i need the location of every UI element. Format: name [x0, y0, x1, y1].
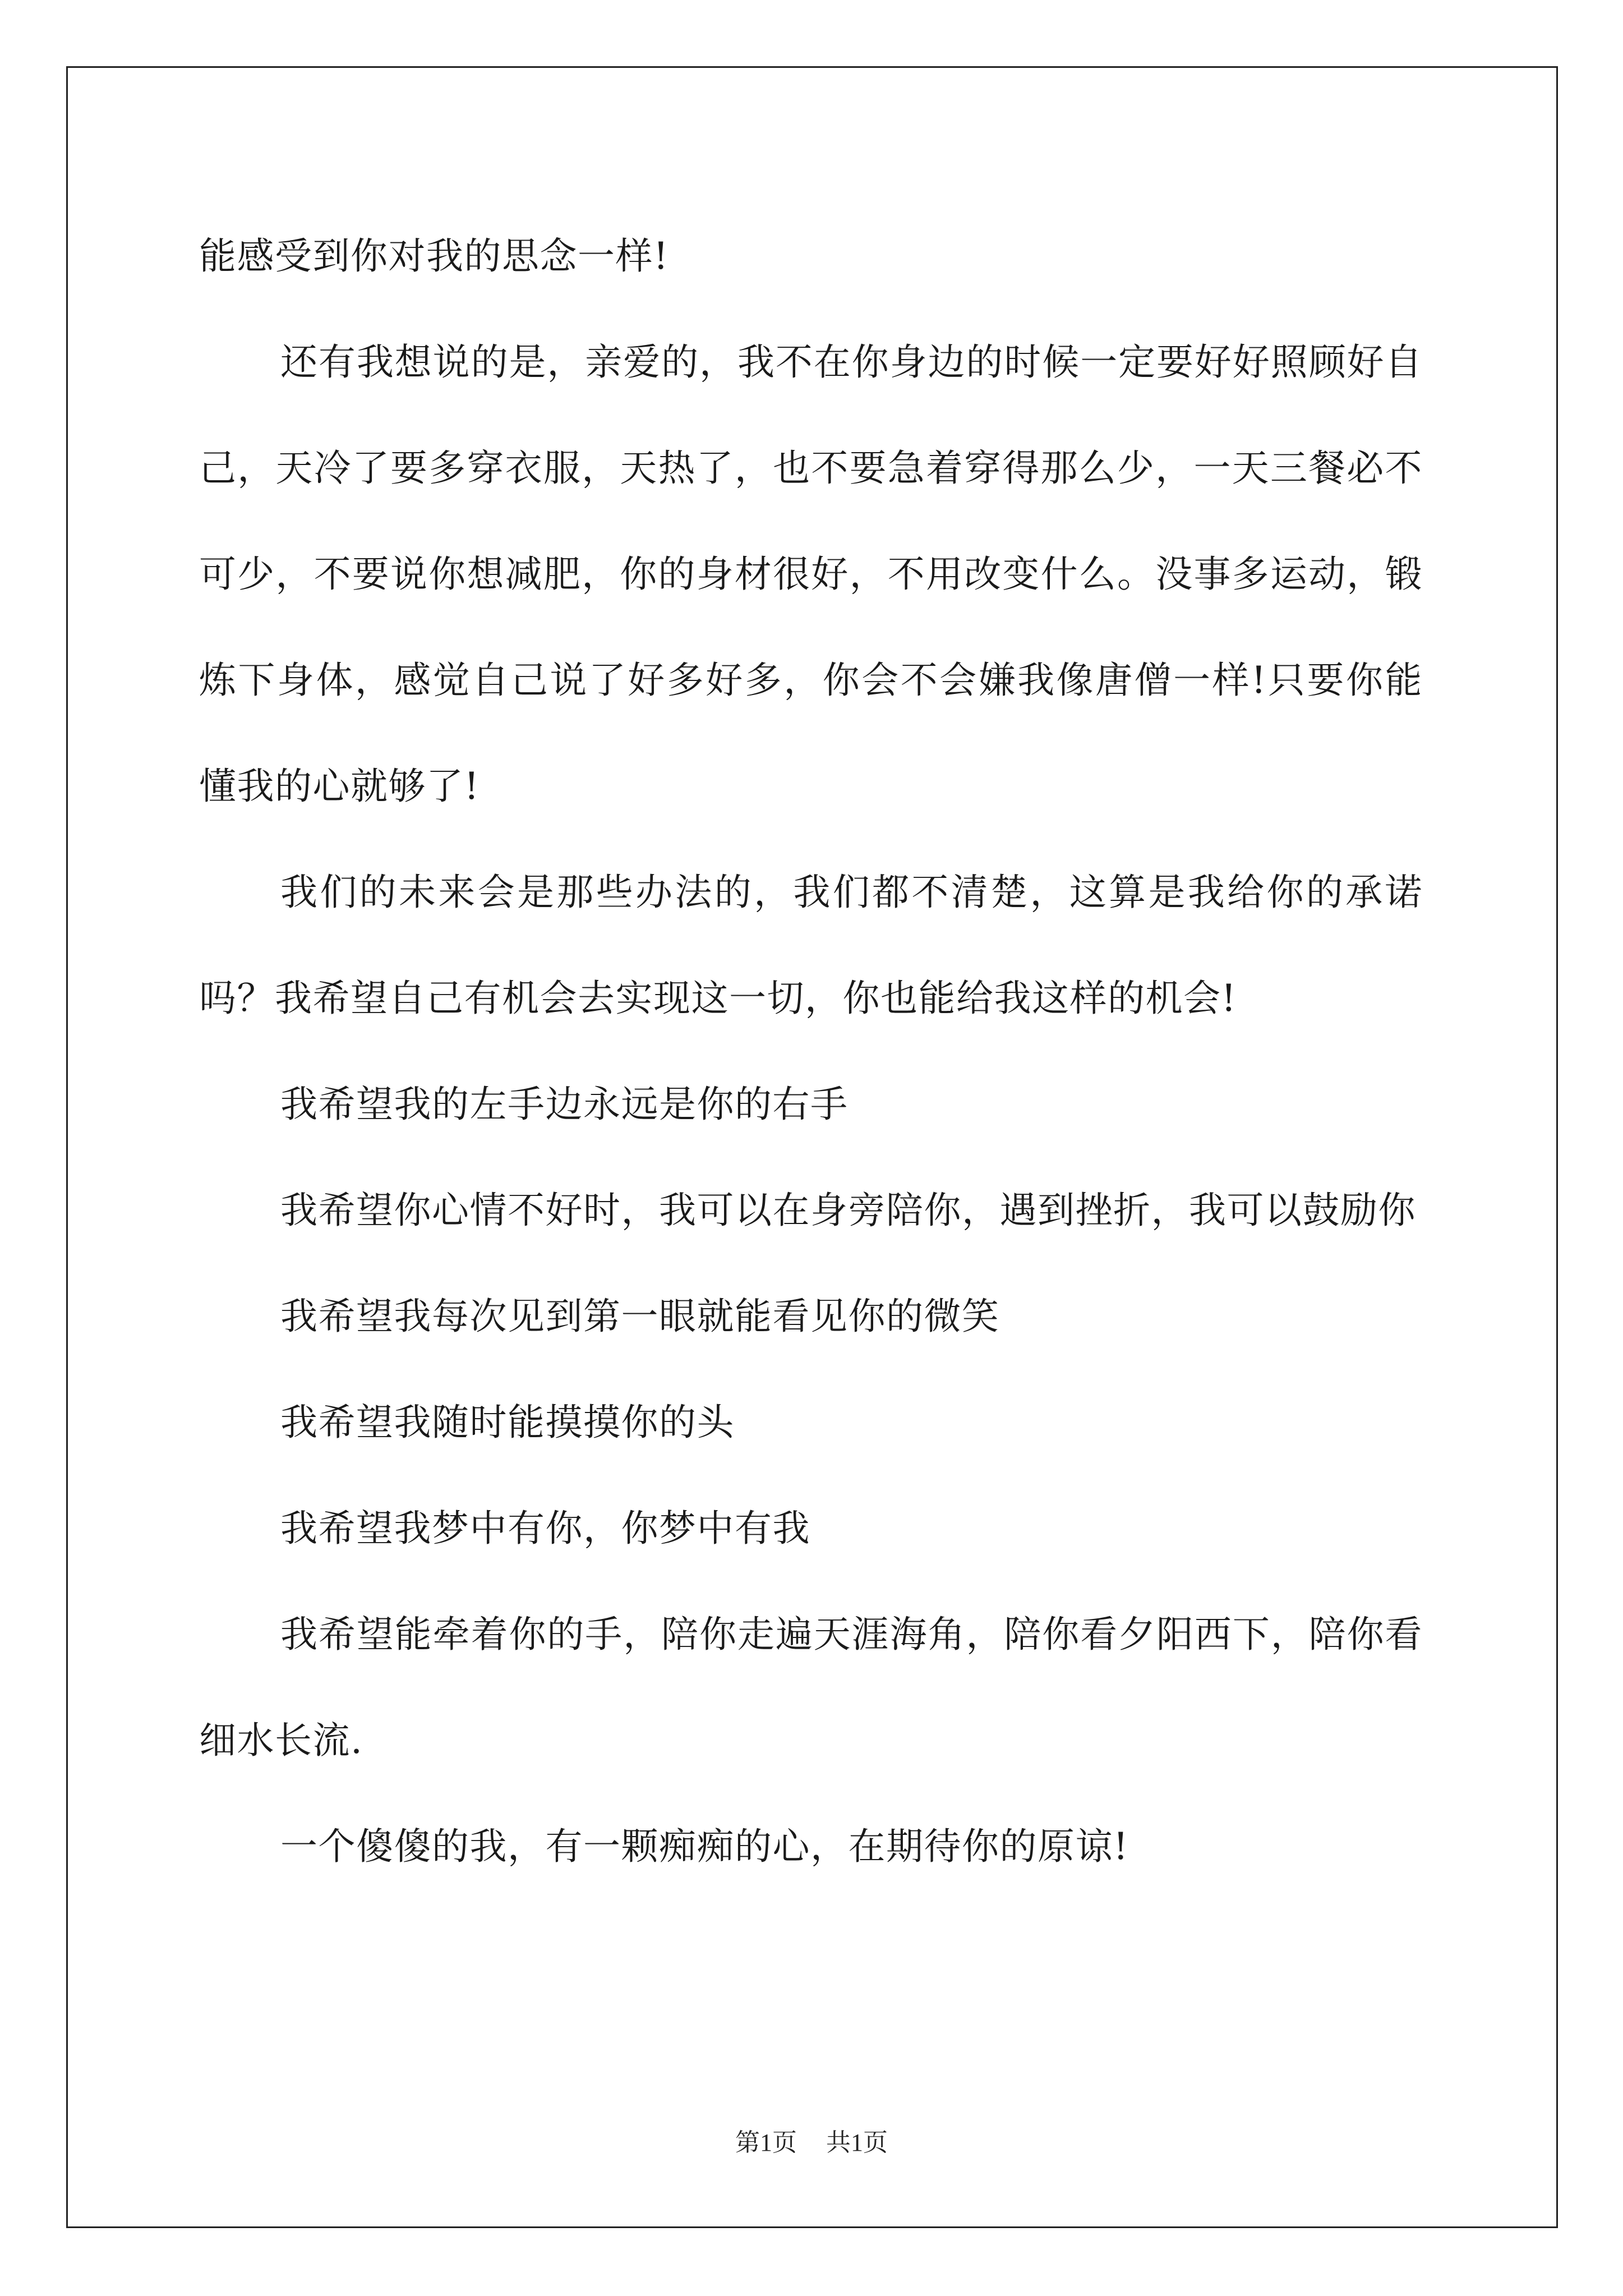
document-body [199, 203, 1423, 1899]
paragraph-6: 我希望我每次见到第一眼就能看见你的微笑 [280, 1295, 1000, 1338]
paragraph-9: 我希望能牵着你的手，陪你走遍天涯海角，陪你看夕阳西下，陪你看细水长流. [199, 1613, 1423, 1762]
paragraph-2: 还有我想说的是，亲爱的，我不在你身边的时候一定要好好照顾好自己，天冷了要多穿衣服，天热了，也不要急着穿得那么少，一天三餐必不可少，不要说你想减肥，你的身材很好，不用改变什么。没事多运动，锻炼下身体，感觉自己说了好多好多，你会不会嫌我像唐僧一样!只要你能懂我的心就够了! [199, 341, 1423, 808]
paragraph-4: 我希望我的左手边永远是你的右手 [280, 1083, 849, 1126]
paragraph-5: 我希望你心情不好时，我可以在身旁陪你，遇到挫折，我可以鼓励你 [280, 1189, 1416, 1232]
paragraph-1: 能感受到你对我的思念一样! [199, 234, 670, 278]
paragraph-7: 我希望我随时能摸摸你的头 [280, 1401, 735, 1444]
page-footer [0, 2126, 1623, 2160]
page-number-current: 第1页 [735, 2129, 797, 2156]
paragraph-3: 我们的未来会是那些办法的，我们都不清楚，这算是我给你的承诺吗？我希望自己有机会去实现这一切，你也能给我这样的机会! [199, 871, 1423, 1020]
paragraph-10: 一个傻傻的我，有一颗痴痴的心，在期待你的原谅! [280, 1825, 1129, 1868]
paragraph-8: 我希望我梦中有你，你梦中有我 [280, 1507, 810, 1550]
page-number-total: 共1页 [826, 2129, 888, 2156]
